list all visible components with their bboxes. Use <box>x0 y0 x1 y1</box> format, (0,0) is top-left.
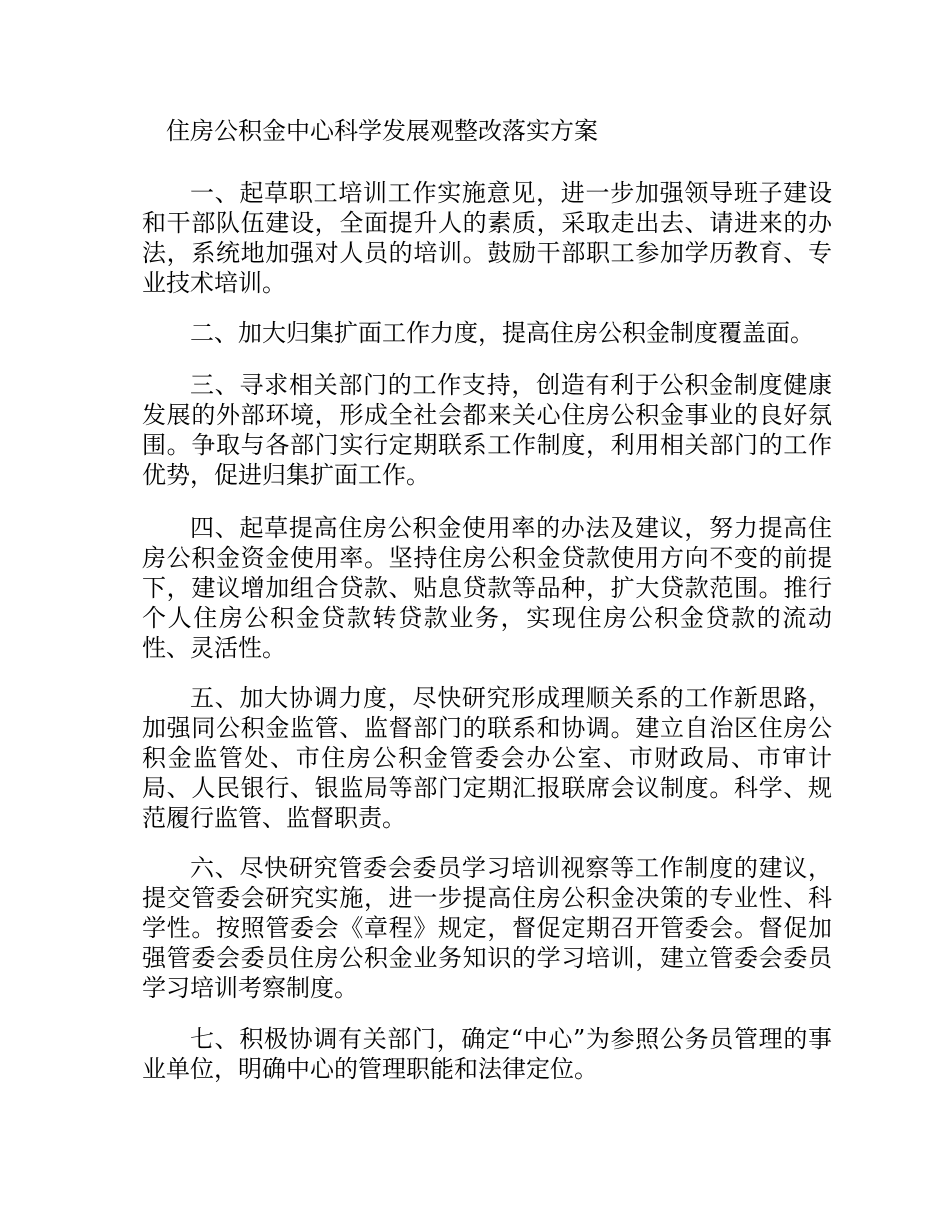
paragraph-3: 三、寻求相关部门的工作支持，创造有利于公积金制度健康发展的外部环境，形成全社会都来关心住房公积金事业的良好氛围。争取与各部门实行定期联系工作制度，利用相关部门的工作优势，促进归集扩面工作。 <box>142 371 832 489</box>
paragraph-2: 二、加大归集扩面工作力度，提高住房公积金制度覆盖面。 <box>190 319 814 347</box>
paragraph-4: 四、起草提高住房公积金使用率的办法及建议，努力提高住房公积金资金使用率。坚持住房公积金贷款使用方向不变的前提下，建议增加组合贷款、贴息贷款等品种，扩大贷款范围。推行个人住房公积金贷款转贷款业务，实现住房公积金贷款的流动性、灵活性。 <box>142 514 832 662</box>
paragraph-5: 五、加大协调力度，尽快研究形成理顺关系的工作新思路，加强同公积金监管、监督部门的联系和协调。建立自治区住房公积金监管处、市住房公积金管委会办公室、市财政局、市审计局、人民银行、银监局等部门定期汇报联席会议制度。科学、规范履行监管、监督职责。 <box>142 684 832 832</box>
paragraph-7: 七、积极协调有关部门，确定“中心”为参照公务员管理的事业单位，明确中心的管理职能和法律定位。 <box>142 1025 832 1083</box>
paragraph-6: 六、尽快研究管委会委员学习培训视察等工作制度的建议，提交管委会研究实施，进一步提高住房公积金决策的专业性、科学性。按照管委会《章程》规定，督促定期召开管委会。督促加强管委会委员住房公积金业务知识的学习培训，建立管委会委员学习培训考察制度。 <box>142 854 832 1002</box>
paragraph-1: 一、起草职工培训工作实施意见，进一步加强领导班子建设和干部队伍建设，全面提升人的素质，采取走出去、请进来的办法，系统地加强对人员的培训。鼓励干部职工参加学历教育、专业技术培训。 <box>142 179 832 297</box>
document-title: 住房公积金中心科学发展观整改落实方案 <box>166 117 598 145</box>
